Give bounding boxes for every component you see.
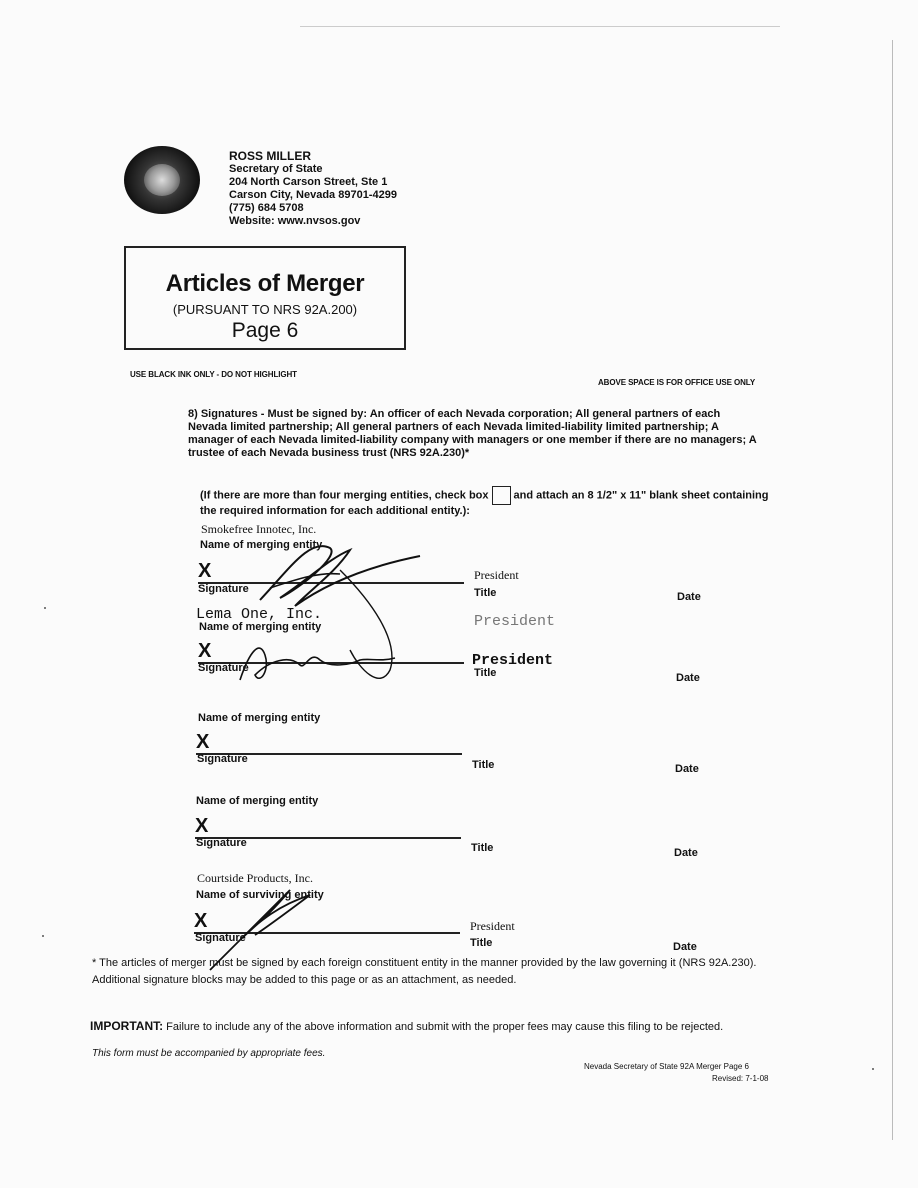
address-line-2: Carson City, Nevada 89701-4299 [229, 189, 397, 201]
title-value-1: President [474, 568, 519, 582]
merging-entity-name-2: Lema One, Inc. [196, 606, 323, 623]
revised-date: Revised: 7-1-08 [712, 1074, 769, 1083]
phone-number: (775) 684 5708 [229, 202, 304, 214]
signature-label-3: Signature [197, 753, 248, 765]
merging-entity-label-4: Name of merging entity [196, 795, 319, 807]
website: Website: www.nvsos.gov [229, 215, 361, 227]
state-seal-icon [124, 146, 200, 214]
foreign-entity-note: * The articles of merger must be signed by each foreign constituent entity in the manner provided by the law governing it (NRS 92A.230). Additional signature blocks may be added to this page or as an attachment, as needed. [92, 957, 757, 986]
additional-entities-checkbox[interactable] [492, 486, 511, 505]
form-subtitle: (PURSUANT TO NRS 92A.200) [172, 302, 358, 317]
scan-speck [42, 935, 44, 937]
title-label-surviving: Title [470, 937, 493, 949]
scan-speck [872, 1068, 874, 1070]
important-notice [90, 1019, 820, 1033]
title-label-2: Title [474, 667, 497, 679]
important-label: IMPORTANT: [90, 1019, 164, 1033]
date-label-4: Date [674, 847, 698, 859]
fees-notice: This form must be accompanied by appropriate fees. [92, 1048, 326, 1059]
title-above-2: President [474, 613, 556, 630]
signature-x-1: X [198, 560, 212, 582]
signature-x-4: X [195, 815, 209, 837]
scan-speck [44, 607, 46, 609]
date-label-surviving: Date [673, 941, 697, 953]
additional-entities-note [200, 486, 770, 518]
signature-label-surviving: Signature [195, 932, 246, 944]
surviving-entity-label: Name of surviving entity [196, 889, 324, 901]
signature-instructions: 8) Signatures - Must be signed by: An officer of each Nevada corporation; All general partners of each Nevada limited partnership; All general partners of each Nevada limited-liability limited partnership; A manager of each Nevada limited-liability company with managers or one member if there are no managers; A trustee of each Nevada business trust (NRS 92A.230)* [188, 408, 757, 459]
additional-entities-text-after: and attach an 8 1/2" x 11" blank sheet containing the required information for each additional entity.): [200, 489, 769, 517]
surviving-entity-name: Courtside Products, Inc. [197, 871, 313, 885]
official-title: Secretary of State [229, 163, 323, 175]
signature-x-3: X [196, 731, 210, 753]
signature-label-1: Signature [198, 583, 249, 595]
signature-label-2: Signature [198, 662, 249, 674]
signature-x-surviving: X [194, 910, 208, 932]
signature-x-2: X [198, 640, 212, 662]
scan-top-line [300, 26, 780, 27]
date-label-1: Date [677, 591, 701, 603]
page-number: Page 6 [231, 319, 299, 342]
office-header [229, 150, 397, 228]
title-value-surviving: President [470, 919, 515, 933]
official-name: ROSS MILLER [229, 149, 312, 163]
signature-label-4: Signature [196, 837, 247, 849]
form-title: Articles of Merger [165, 270, 365, 297]
ink-notice: USE BLACK INK ONLY - DO NOT HIGHLIGHT [130, 370, 297, 379]
title-label-3: Title [472, 759, 495, 771]
title-value-2: President [472, 652, 554, 669]
additional-entities-text-before: (If there are more than four merging entities, check box [200, 489, 489, 502]
date-label-3: Date [675, 763, 699, 775]
merging-entity-label-2: Name of merging entity [199, 621, 322, 633]
merging-entity-name-1: Smokefree Innotec, Inc. [201, 522, 317, 536]
merging-entity-label-1: Name of merging entity [200, 539, 323, 551]
scan-edge-line [892, 40, 893, 1140]
form-id: Nevada Secretary of State 92A Merger Page 6 [584, 1062, 749, 1071]
title-label-1: Title [474, 587, 497, 599]
title-box [124, 246, 406, 350]
important-text: Failure to include any of the above information and submit with the proper fees may cause this filing to be rejected. [166, 1021, 724, 1033]
office-use-notice: ABOVE SPACE IS FOR OFFICE USE ONLY [598, 378, 756, 387]
merging-entity-label-3: Name of merging entity [198, 712, 321, 724]
date-label-2: Date [676, 672, 700, 684]
title-label-4: Title [471, 842, 494, 854]
address-line-1: 204 North Carson Street, Ste 1 [229, 176, 388, 188]
